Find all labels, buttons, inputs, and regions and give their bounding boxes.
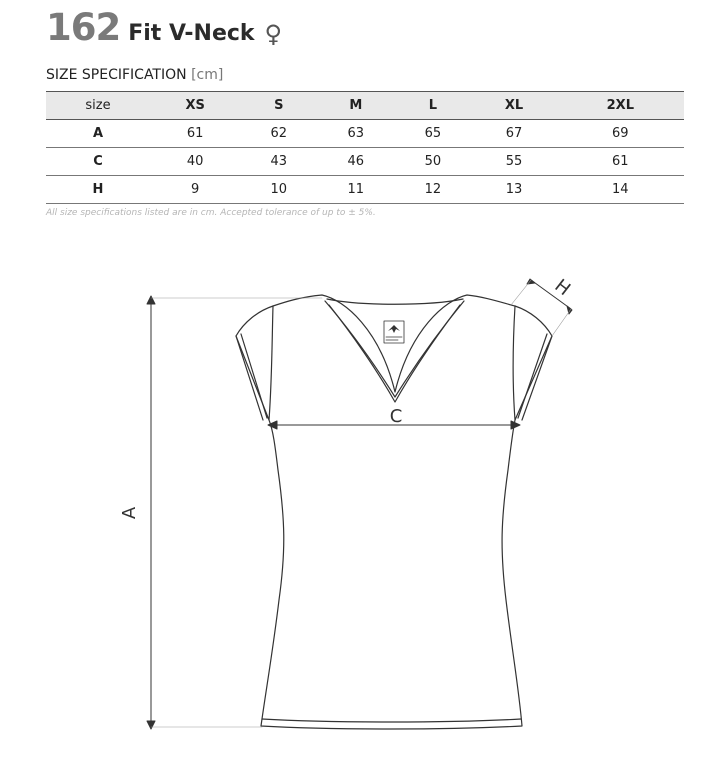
row-label: C <box>46 148 150 176</box>
table-cell: 10 <box>240 176 317 204</box>
product-name: Fit V-Neck <box>128 21 255 46</box>
table-cell: 67 <box>471 120 556 148</box>
table-cell: 65 <box>394 120 471 148</box>
header-size: XS <box>150 92 240 120</box>
bottom-hem-stitch <box>262 719 521 722</box>
left-sleeve-seam <box>269 306 273 420</box>
table-cell: 43 <box>240 148 317 176</box>
table-cell: 69 <box>557 120 684 148</box>
table-cell: 40 <box>150 148 240 176</box>
header-size: L <box>394 92 471 120</box>
row-label: H <box>46 176 150 204</box>
header-label: size <box>46 92 150 120</box>
table-row <box>46 176 684 204</box>
dimension-h-label: H <box>550 275 575 301</box>
tolerance-note: All size specifications listed are in cm. Accepted tolerance of up to ± 5%. <box>46 208 376 218</box>
table-cell: 63 <box>317 120 394 148</box>
table-cell: 55 <box>471 148 556 176</box>
header-size: 2XL <box>557 92 684 120</box>
table-row <box>46 148 684 176</box>
size-table-header <box>46 92 684 120</box>
table-cell: 11 <box>317 176 394 204</box>
table-row <box>46 120 684 148</box>
dimension-a-label: A <box>119 506 140 520</box>
neck-trim-inner <box>329 305 460 402</box>
right-sleeve-seam <box>513 306 515 420</box>
right-sleeve-hem-stitch <box>518 334 547 418</box>
left-sleeve-hem-stitch <box>241 334 267 418</box>
header-size: S <box>240 92 317 120</box>
brand-label <box>384 321 404 343</box>
dimension-a <box>147 296 322 729</box>
size-spec-heading <box>46 67 223 83</box>
table-cell: 13 <box>471 176 556 204</box>
row-label: A <box>46 120 150 148</box>
table-cell: 12 <box>394 176 471 204</box>
header-size: XL <box>471 92 556 120</box>
product-number: 162 <box>46 6 121 49</box>
table-cell: 61 <box>150 120 240 148</box>
female-icon: ♀ <box>264 20 283 48</box>
table-cell: 62 <box>240 120 317 148</box>
table-cell: 61 <box>557 148 684 176</box>
header-size: M <box>317 92 394 120</box>
back-neck <box>327 299 463 304</box>
product-title <box>46 6 282 50</box>
left-sleeve-hem <box>236 336 263 420</box>
dimension-c-label: C <box>389 406 403 427</box>
size-table <box>46 91 684 204</box>
table-cell: 9 <box>150 176 240 204</box>
table-cell: 14 <box>557 176 684 204</box>
table-cell: 50 <box>394 148 471 176</box>
tshirt-outline <box>236 295 552 729</box>
tshirt-diagram <box>0 250 721 750</box>
size-spec-title: SIZE SPECIFICATION <box>46 67 187 83</box>
right-sleeve-hem <box>522 336 552 420</box>
neck-trim <box>325 301 464 397</box>
table-cell: 46 <box>317 148 394 176</box>
size-spec-unit: [cm] <box>191 67 224 83</box>
